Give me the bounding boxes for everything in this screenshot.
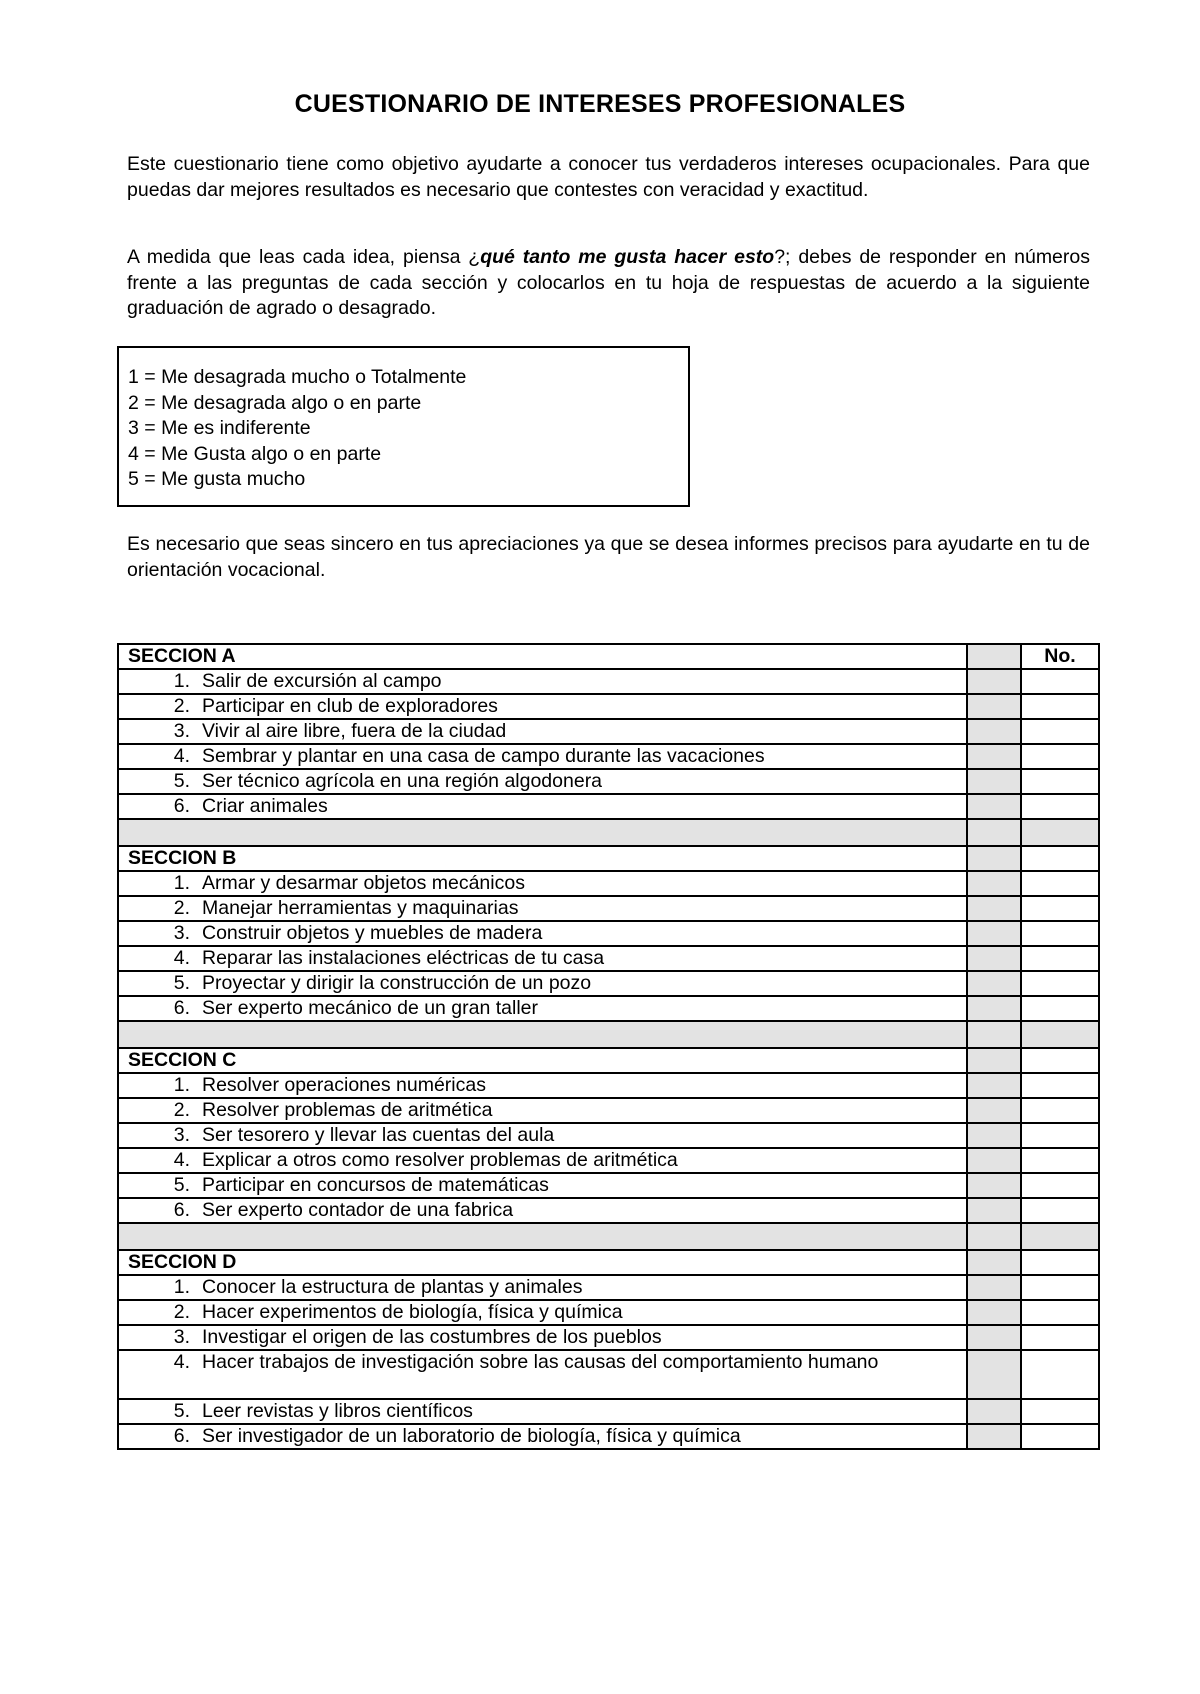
scale-line: 3 = Me es indiferente — [128, 417, 311, 439]
shaded-cell — [967, 1098, 1021, 1123]
answer-cell[interactable] — [1021, 769, 1099, 794]
item-text: Ser experto mecánico de un gran taller — [202, 997, 539, 1019]
answer-cell — [1021, 1250, 1099, 1275]
answer-cell[interactable] — [1021, 1073, 1099, 1098]
shaded-cell — [967, 694, 1021, 719]
answer-cell[interactable] — [1021, 669, 1099, 694]
shaded-cell — [967, 1325, 1021, 1350]
instructions-after: ?; debes de responder en números frente a las preguntas de cada sección y colocarlos en tu hoja de respuestas de acuerdo a la siguiente graduación de agrado o desagrado. — [127, 246, 1090, 319]
table-row — [118, 871, 1099, 896]
shaded-cell — [967, 1048, 1021, 1073]
answer-cell[interactable] — [1021, 1098, 1099, 1123]
item-number: 2. — [173, 1301, 190, 1323]
table-row — [118, 921, 1099, 946]
shaded-cell — [967, 1198, 1021, 1223]
item-text: Hacer trabajos de investigación sobre las causas del comportamiento humano — [202, 1351, 879, 1373]
scale-line: 1 = Me desagrada mucho o Totalmente — [128, 366, 467, 388]
shaded-cell — [967, 871, 1021, 896]
item-number: 4. — [173, 947, 190, 969]
item-text: Ser técnico agrícola en una región algodonera — [202, 770, 603, 792]
table-row — [118, 946, 1099, 971]
shaded-cell — [967, 769, 1021, 794]
shaded-cell — [967, 1350, 1021, 1399]
questionnaire-table — [117, 643, 1100, 1450]
section-header-row — [118, 644, 1099, 669]
item-number: 5. — [173, 1174, 190, 1196]
table-row — [118, 1424, 1099, 1449]
item-text: Conocer la estructura de plantas y animales — [202, 1276, 583, 1298]
item-number: 2. — [173, 695, 190, 717]
answer-cell[interactable] — [1021, 1424, 1099, 1449]
answer-cell[interactable] — [1021, 1300, 1099, 1325]
answer-cell[interactable] — [1021, 1148, 1099, 1173]
answer-cell[interactable] — [1021, 694, 1099, 719]
table-row — [118, 669, 1099, 694]
shaded-cell — [967, 669, 1021, 694]
item-text: Ser investigador de un laboratorio de biología, física y química — [202, 1425, 741, 1447]
table-row — [118, 1300, 1099, 1325]
shaded-cell — [967, 719, 1021, 744]
item-number: 1. — [173, 1276, 190, 1298]
answer-cell[interactable] — [1021, 719, 1099, 744]
shaded-cell — [967, 946, 1021, 971]
answer-cell[interactable] — [1021, 921, 1099, 946]
answer-cell[interactable] — [1021, 1325, 1099, 1350]
section-label: SECCION A — [118, 644, 967, 669]
instructions-before: A medida que leas cada idea, piensa ¿ — [127, 246, 481, 268]
table-row — [118, 769, 1099, 794]
shaded-cell — [967, 921, 1021, 946]
page-title: CUESTIONARIO DE INTERESES PROFESIONALES — [294, 90, 906, 118]
item-text: Leer revistas y libros científicos — [202, 1400, 473, 1422]
item-text: Resolver problemas de aritmética — [202, 1099, 493, 1121]
table-row — [118, 1325, 1099, 1350]
shaded-cell — [967, 1173, 1021, 1198]
table-row — [118, 1148, 1099, 1173]
item-text: Armar y desarmar objetos mecánicos — [202, 872, 525, 894]
rating-scale-box — [117, 346, 690, 507]
item-number: 4. — [173, 1351, 190, 1373]
item-number: 2. — [173, 897, 190, 919]
item-text: Explicar a otros como resolver problemas de aritmética — [202, 1149, 678, 1171]
table-row — [118, 794, 1099, 819]
table-row — [118, 896, 1099, 921]
item-text: Vivir al aire libre, fuera de la ciudad — [202, 720, 507, 742]
table-row — [118, 744, 1099, 769]
section-label: SECCION D — [118, 1250, 967, 1275]
item-text: Hacer experimentos de biología, física y química — [202, 1301, 623, 1323]
shaded-cell — [967, 1424, 1021, 1449]
shaded-cell — [967, 971, 1021, 996]
answer-cell[interactable] — [1021, 896, 1099, 921]
item-number: 4. — [173, 1149, 190, 1171]
shaded-cell — [967, 644, 1021, 669]
item-number: 3. — [173, 720, 190, 742]
item-text: Investigar el origen de las costumbres de los pueblos — [202, 1326, 662, 1348]
table-row — [118, 971, 1099, 996]
table-row — [118, 1399, 1099, 1424]
table-row — [118, 1073, 1099, 1098]
item-number: 6. — [173, 1425, 190, 1447]
shaded-cell — [967, 896, 1021, 921]
section-header-row — [118, 1048, 1099, 1073]
section-header-row — [118, 1250, 1099, 1275]
item-number: 3. — [173, 1124, 190, 1146]
table-row — [118, 1123, 1099, 1148]
scale-line: 2 = Me desagrada algo o en parte — [128, 391, 422, 414]
item-text: Ser experto contador de una fabrica — [202, 1199, 514, 1221]
table-row — [118, 719, 1099, 744]
item-text: Resolver operaciones numéricas — [202, 1074, 486, 1096]
answer-cell[interactable] — [1021, 744, 1099, 769]
shaded-cell — [967, 1250, 1021, 1275]
item-number: 6. — [173, 1199, 190, 1221]
item-number: 6. — [173, 997, 190, 1019]
closing-paragraph: Es necesario que seas sincero en tus apreciaciones ya que se desea informes precisos para ayudarte en tu de orientación vocacional. — [127, 533, 1090, 581]
instructions-paragraph — [127, 245, 1090, 322]
item-number: 1. — [173, 872, 190, 894]
number-column-header: No. — [1021, 644, 1099, 669]
answer-cell[interactable] — [1021, 1275, 1099, 1300]
section-spacer-row — [118, 1223, 1099, 1250]
shaded-cell — [967, 1300, 1021, 1325]
item-text: Participar en club de exploradores — [202, 695, 498, 717]
section-header-row — [118, 846, 1099, 871]
answer-cell — [1021, 846, 1099, 871]
item-number: 2. — [173, 1099, 190, 1121]
table-row — [118, 1173, 1099, 1198]
answer-cell[interactable] — [1021, 1123, 1099, 1148]
answer-cell[interactable] — [1021, 971, 1099, 996]
scale-line: 4 = Me Gusta algo o en parte — [128, 442, 382, 465]
section-label: SECCION B — [118, 846, 967, 871]
shaded-cell — [967, 1123, 1021, 1148]
table-row — [118, 1275, 1099, 1300]
answer-cell[interactable] — [1021, 794, 1099, 819]
intro-paragraph: Este cuestionario tiene como objetivo ayudarte a conocer tus verdaderos intereses ocupacionales. Para que puedas dar mejores resultados es necesario que contestes con veracidad y exactitud. — [127, 153, 1090, 201]
table-row — [118, 996, 1099, 1021]
instructions-emphasis: qué tanto me gusta hacer esto — [480, 246, 775, 268]
table-row — [118, 1098, 1099, 1123]
table-row — [118, 694, 1099, 719]
item-text: Salir de excursión al campo — [202, 670, 442, 692]
item-text: Participar en concursos de matemáticas — [202, 1174, 549, 1196]
table-row — [118, 1350, 1099, 1399]
item-number: 1. — [173, 670, 190, 692]
item-number: 4. — [173, 745, 190, 767]
item-text: Ser tesorero y llevar las cuentas del aula — [202, 1124, 555, 1146]
shaded-cell — [967, 846, 1021, 871]
item-text: Criar animales — [202, 795, 328, 817]
answer-cell[interactable] — [1021, 1350, 1099, 1399]
shaded-cell — [967, 1073, 1021, 1098]
shaded-cell — [967, 1148, 1021, 1173]
item-number: 3. — [173, 922, 190, 944]
item-number: 1. — [173, 1074, 190, 1096]
scale-line: 5 = Me gusta mucho — [128, 468, 306, 490]
item-text: Proyectar y dirigir la construcción de un pozo — [202, 972, 592, 994]
shaded-cell — [967, 1275, 1021, 1300]
answer-cell[interactable] — [1021, 1198, 1099, 1223]
item-text: Sembrar y plantar en una casa de campo durante las vacaciones — [202, 745, 765, 767]
shaded-cell — [967, 996, 1021, 1021]
item-number: 5. — [173, 770, 190, 792]
section-label: SECCION C — [118, 1048, 967, 1073]
table-row — [118, 1198, 1099, 1223]
answer-cell[interactable] — [1021, 996, 1099, 1021]
answer-cell[interactable] — [1021, 946, 1099, 971]
answer-cell[interactable] — [1021, 1173, 1099, 1198]
item-text: Manejar herramientas y maquinarias — [202, 897, 519, 919]
item-number: 6. — [173, 795, 190, 817]
item-text: Reparar las instalaciones eléctricas de tu casa — [202, 947, 605, 969]
section-spacer-row — [118, 1021, 1099, 1048]
item-number: 5. — [173, 1400, 190, 1422]
shaded-cell — [967, 1399, 1021, 1424]
shaded-cell — [967, 794, 1021, 819]
section-spacer-row — [118, 819, 1099, 846]
item-number: 3. — [173, 1326, 190, 1348]
answer-cell[interactable] — [1021, 1399, 1099, 1424]
item-text: Construir objetos y muebles de madera — [202, 922, 543, 944]
shaded-cell — [967, 744, 1021, 769]
answer-cell[interactable] — [1021, 871, 1099, 896]
item-number: 5. — [173, 972, 190, 994]
answer-cell — [1021, 1048, 1099, 1073]
